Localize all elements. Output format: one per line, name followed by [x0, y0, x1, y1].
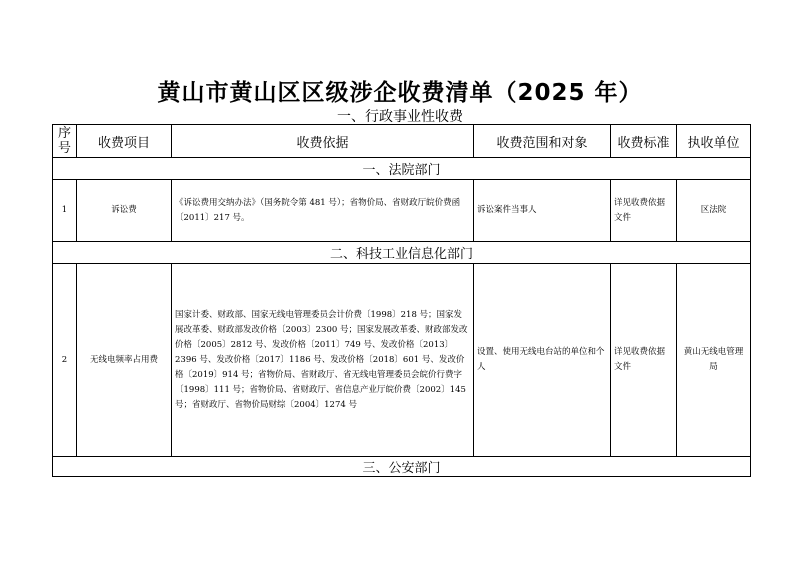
- fee-list-table: [52, 124, 751, 477]
- header-no: 序号: [53, 125, 77, 158]
- table-row: [53, 264, 751, 457]
- section-subtitle: 一、行政事业性收费: [337, 109, 463, 125]
- cell-item: 诉讼费: [77, 180, 172, 242]
- cell-unit: 区法院: [677, 180, 751, 242]
- cell-basis: 《诉讼费用交纳办法》（国务院令第 481 号）；省物价局、省财政厅皖价费函〔2011〕217 号。: [172, 180, 474, 242]
- section-row: [53, 457, 751, 477]
- cell-standard: 详见收费依据文件: [611, 180, 677, 242]
- table-row: [53, 180, 751, 242]
- cell-scope: 设置、使用无线电台站的单位和个人: [474, 264, 611, 457]
- section-row: [53, 242, 751, 264]
- section-row: [53, 158, 751, 180]
- cell-no: 2: [53, 264, 77, 457]
- header-unit: 执收单位: [677, 125, 751, 158]
- cell-standard: 详见收费依据文件: [611, 264, 677, 457]
- section-label-court: 一、法院部门: [53, 158, 751, 180]
- cell-basis: 国家计委、财政部、国家无线电管理委员会计价费〔1998〕218 号；国家发展改革委、财政部发改价格〔2003〕2300 号；国家发展改革委、财政部发改价格〔2005〕2812 号、发改价格〔2011〕749 号、发改价格〔2013〕2396 号、发改价格〔2017〕1186 号、发改价格〔2018〕601 号、发改价格〔2019〕914 号；省物价局、省财政厅、省无线电管理委员会皖价行费字〔1998〕111 号；省物价局、省财政厅、省信息产业厅皖价费〔2002〕145 号；省财政厅、省物价局财综〔2004〕1274 号: [172, 264, 474, 457]
- cell-no: 1: [53, 180, 77, 242]
- document-title: 黄山市黄山区区级涉企收费清单（2025 年）: [157, 80, 643, 106]
- cell-item: 无线电频率占用费: [77, 264, 172, 457]
- section-label-police: 三、公安部门: [53, 457, 751, 477]
- header-standard: 收费标准: [611, 125, 677, 158]
- header-item: 收费项目: [77, 125, 172, 158]
- cell-unit: 黄山无线电管理局: [677, 264, 751, 457]
- section-label-tech: 二、科技工业信息化部门: [53, 242, 751, 264]
- cell-scope: 诉讼案件当事人: [474, 180, 611, 242]
- header-basis: 收费依据: [172, 125, 474, 158]
- header-scope: 收费范围和对象: [474, 125, 611, 158]
- table-header-row: [53, 125, 751, 158]
